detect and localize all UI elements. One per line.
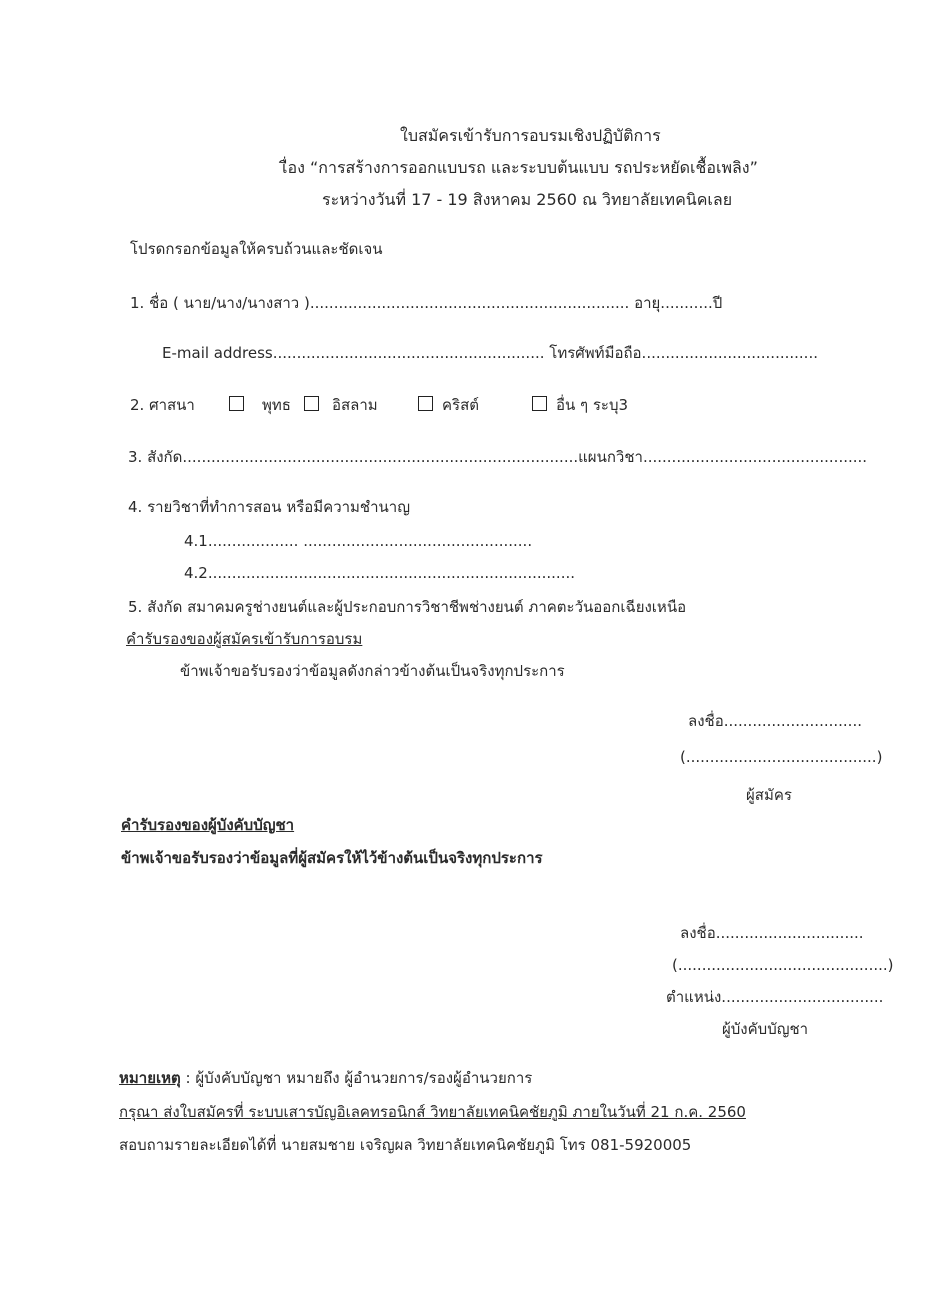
applicant-signature-line: ลงชื่อ............................. (688, 712, 862, 730)
note-text: : ผู้บังคับบัญชา หมายถึง ผู้อำนวยการ/รองผู้อำนวยการ (180, 1069, 533, 1087)
contact-info: สอบถามรายละเอียดได้ที่ นายสมชาย เจริญผล วิทยาลัยเทคนิคชัยภูมิ โทร 081-5920005 (119, 1136, 692, 1154)
religion-checkbox-islam[interactable] (304, 396, 319, 411)
supervisor-cert-heading: คำรับรองของผู้บังคับบัญชา (121, 816, 295, 834)
form-title: ใบสมัครเข้ารับการอบรมเชิงปฏิบัติการ (400, 126, 661, 145)
applicant-cert-body: ข้าพเจ้าขอรับรองว่าข้อมูลดังกล่าวข้างต้นเป็นจริงทุกประการ (180, 662, 565, 680)
applicant-name-paren: (........................................) (680, 748, 883, 766)
religion-option-christian: คริสต์ (442, 396, 479, 414)
submission-instruction: กรุณา ส่งใบสมัครที่ ระบบเสารบัญอิเลคทรอนิกส์ วิทยาลัยเทคนิคชัยภูมิ ภายในวันที่ 21 ก.ค. 2560 (119, 1103, 746, 1121)
supervisor-cert-body: ข้าพเจ้าขอรับรองว่าข้อมูลที่ผู้สมัครให้ไว้ข้างต้นเป็นจริงทุกประการ (121, 849, 543, 867)
supervisor-signature-line: ลงชื่อ............................... (680, 924, 864, 942)
form-date-venue: ระหว่างวันที่ 17 - 19 สิงหาคม 2560 ณ วิทยาลัยเทคนิคเลย (322, 190, 733, 209)
instruction-text: โปรดกรอกข้อมูลให้ครบถ้วนและชัดเจน (130, 240, 383, 258)
expertise-heading: 4. รายวิชาที่ทำการสอน หรือมีความชำนาญ (128, 498, 410, 516)
note-label: หมายเหตุ (119, 1069, 181, 1087)
religion-checkbox-christian[interactable] (418, 396, 433, 411)
supervisor-name-paren: (............................................) (672, 956, 894, 974)
religion-option-buddhist: พุทธ (262, 396, 291, 414)
applicant-role-label: ผู้สมัคร (746, 786, 792, 804)
supervisor-role-label: ผู้บังคับบัญชา (722, 1020, 809, 1038)
supervisor-position-line: ตำแหน่ง.................................. (666, 988, 884, 1006)
expertise-line-4-1: 4.1................... ................................................ (184, 532, 533, 550)
email-phone-line: E-mail address......................................................... โทรศัพท์มือถือ..................................... (162, 344, 818, 362)
name-age-line: 1. ชื่อ ( นาย/นาง/นางสาว )................................................................... อายุ...........ปี (130, 294, 723, 312)
note-line (119, 1071, 532, 1086)
affiliation-department-line: 3. สังกัด...................................................................................แผนกวิชา............................................... (128, 448, 868, 466)
religion-checkbox-other[interactable] (532, 396, 547, 411)
religion-label: 2. ศาสนา (130, 396, 195, 414)
religion-option-islam: อิสลาม (332, 396, 378, 414)
association-line: 5. สังกัด สมาคมครูช่างยนต์และผู้ประกอบการวิชาชีพช่างยนต์ ภาคตะวันออกเฉียงเหนือ (128, 598, 687, 616)
religion-option-other: อื่น ๆ ระบุ3 (556, 396, 629, 414)
form-subject: เื่อง “การสร้างการออกแบบรถ และระบบต้นแบบ รถประหยัดเชื้อเพลิง” (282, 158, 758, 177)
applicant-cert-heading: คำรับรองของผู้สมัครเข้ารับการอบรม (126, 630, 363, 648)
religion-checkbox-buddhist[interactable] (229, 396, 244, 411)
expertise-line-4-2: 4.2............................................................................. (184, 564, 575, 582)
